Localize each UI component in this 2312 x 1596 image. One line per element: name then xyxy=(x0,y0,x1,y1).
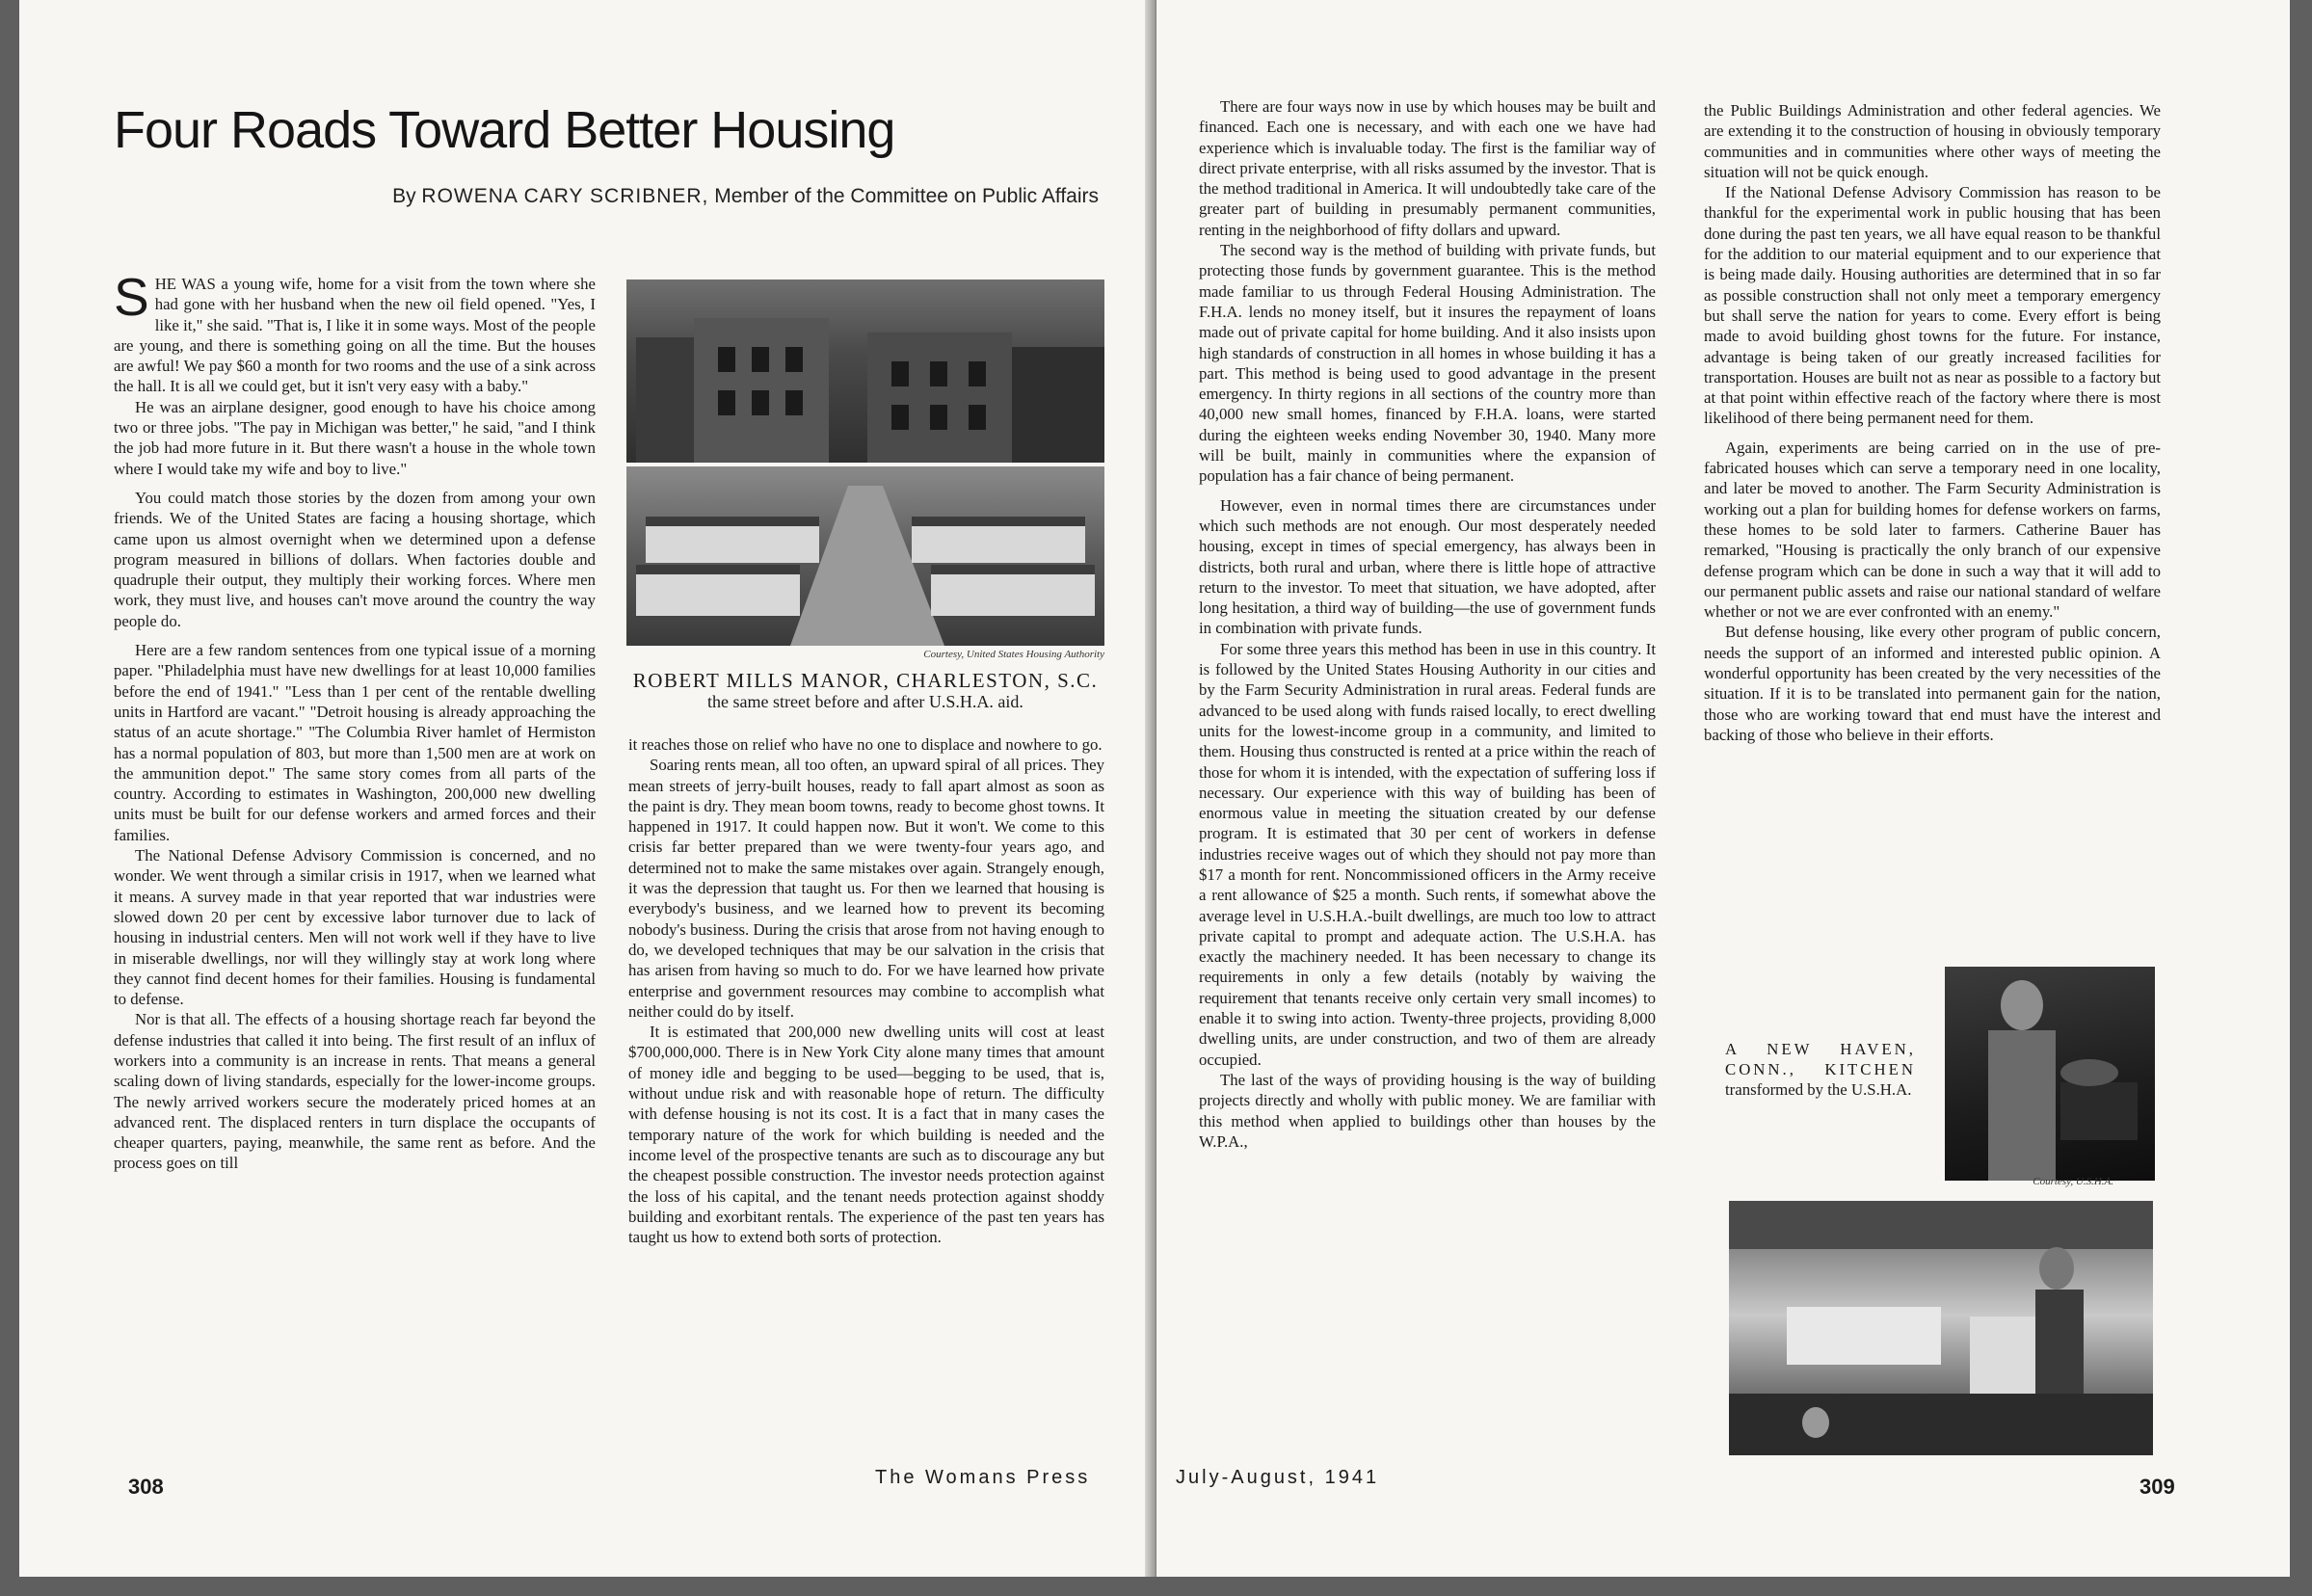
houses-illustration xyxy=(626,279,1104,463)
paragraph: The National Defense Advisory Commission is concerned, and no wonder. We went through a similar crisis in 1917, when we learned what it means. A survey made in that year reported that war industries were slowed down 20 per cent by excessive labor turnover due to lack of housing in industrial centers. Men will not work well if they have to live in miserable dwellings, nor will they willingly stay at work long where they cannot find decent homes for their families. Housing is fundamental to defense. xyxy=(114,846,596,1009)
photo-caption-subtitle: the same street before and after U.S.H.A. aid. xyxy=(707,692,1023,711)
right-column-2 xyxy=(1704,100,2161,745)
paragraph: the Public Buildings Administration and other federal agencies. We are extending it to the construction of housing in obviously temporary communities and in communities where other ways of meeting the situation will not be quick enough. xyxy=(1704,101,2161,181)
paragraph: Again, experiments are being carried on in the use of pre-fabricated houses which can serve a temporary need in one locality, and later be moved to another. The Farm Security Administration is working out a plan for building homes for defense workers on farms, these homes to be sold later to farmers. Catherine Bauer has remarked, "Housing is practically the only branch of our expensive defense program which can be done in such a way that it will add to our permanent public assets and raise our national standard of welfare whether or not we are ever confronted with an enemy." xyxy=(1704,438,2161,622)
right-page xyxy=(1156,0,2290,1577)
byline-prefix: By xyxy=(392,185,422,207)
photo-woman-cooking xyxy=(1945,967,2155,1181)
paragraph: There are four ways now in use by which houses may be built and financed. Each one is necessary, and with each one we have had experience which is invaluable today. The first is the familiar way of direct private enterprise, with all risks assumed by the investor. That is the method traditional in America. It will undoubtedly take care of the greater part of building in presumably permanent communities, renting in the neighborhood of fifty dollars and upward. xyxy=(1199,97,1656,239)
paragraph: It is estimated that 200,000 new dwelling units will cost at least $700,000,000. There is in New York City alone many times that amount of money idle and begging to be used—begging to be used, that is, without undue risk and with reasonable hope of return. The difficulty with defense housing is not its cost. It is a fact that in many cases the temporary nature of the work for which building is needed and the income level of the prospective tenants are such as to discourage any but the cheapest possible construction. The investor needs protection against the loss of his capital, and the tenant needs protection against shoddy building and exorbitant rentals. The experience of the past ten years has taught us how to extend both sorts of protection. xyxy=(628,1023,1104,1247)
kitchen-caption-title: A NEW HAVEN, CONN., KITCHEN xyxy=(1725,1040,1916,1078)
paragraph xyxy=(114,267,596,397)
paragraph: Nor is that all. The effects of a housing shortage reach far beyond the defense industries that called it into being. The first result of an influx of workers into a community is an increase in rents. That means a general scaling down of living standards, especially for the lower-income groups. The newly arrived workers secure the moderately priced homes at an advanced rent. The displaced renters in turn displace the occupants of cheaper quarters, paying, meanwhile, the same rent as before. And the process goes on till xyxy=(114,1010,596,1173)
byline-suffix: Member of the Committee on Public Affairs xyxy=(708,185,1099,207)
byline-author: ROWENA CARY SCRIBNER, xyxy=(421,185,709,207)
kitchen-illustration xyxy=(1729,1201,2153,1455)
paragraph: He was an airplane designer, good enough to have his choice among two or three jobs. "The pay in Michigan was better," he said, "and I think the job had more future in it. But there wasn't a house in the whole town where I would take my wife and boy to live." xyxy=(114,397,596,478)
page-number: 309 xyxy=(2139,1475,2175,1499)
article-title: Four Roads Toward Better Housing xyxy=(114,101,895,159)
paragraph: The last of the ways of providing housing is the way of building projects directly and wholly with public money. We are familiar with this method when applied to buildings other than houses by the W.P.A., xyxy=(1199,1070,1656,1151)
paragraph: Soaring rents mean, all too often, an upward spiral of all prices. They mean streets of jerry-built houses, ready to fall apart almost as soon as the paint is dry. They mean boom towns, ready to become ghost towns. It happened in 1917. It could happen now. But it won't. We come to this crisis far better prepared than we were twenty-four years ago, and determined not to make the same mistakes over again. Strangely enough, it was the depression that taught us. For then we learned that housing is everybody's business, and we learned how to prevent its becoming nobody's business. During the crisis that arose from not having enough to do, we developed techniques that may be our salvation in the crisis that has arisen from having so much to do. For we have learned how private enterprise and government resources may combine to accomplish what neither could do by itself. xyxy=(628,756,1104,1021)
paragraph: You could match those stories by the dozen from among your own friends. We of the United States are facing a housing shortage, which came upon us almost overnight when we determined upon a defense program measured in billions of dollars. When factories double and quadruple their output, they multiply their working forces. Where men work, they must live, and houses can't move around the country the way people do. xyxy=(114,488,596,630)
photo-kitchen xyxy=(1729,1201,2153,1455)
running-footer: July-August, 1941 xyxy=(1176,1467,1380,1488)
paragraph: However, even in normal times there are circumstances under which such methods are not enough. Our most desperately needed housing, except in times of special emergency, has always been in districts, both rural and urban, where there is little hope of attractive return to the investor. To meet that situation, we have adopted, after long hesitation, a third way of building—the use of government funds in combination with private funds. xyxy=(1199,495,1656,638)
left-column-2 xyxy=(628,734,1104,1247)
paragraph: For some three years this method has been in use in this country. It is followed by the United States Housing Authority in our cities and by the Farm Security Administration in rural areas. Federal funds are advanced to be used along with funds raised locally, to erect dwelling units for the lowest-income group in a community, and limited to them. Housing thus constructed is rented at a price within the reach of those for whom it is intended, with the expectation of suffering loss if necessary. Our experience with this way of building has been of enormous value in meeting the situation created by our defense program. It is estimated that 30 per cent of workers in defense industries receive wages out of which they should not pay more than $17 a month for rent. Noncommissioned officers in the Army receive a rent allowance of $25 a month. Such rents, if somewhat above the average level in U.S.H.A.-built dwellings, are much too low to attract private capital to prompt and adequate action. The U.S.H.A. has exactly the machinery needed. It has been necessary to change its requirements in only a few details (notably by waiving the requirement that tenants receive only certain very small incomes) to enable it to swing into action. Twenty-three projects, providing 8,000 dwelling units, are under construction, and two of them are already occupied. xyxy=(1199,639,1656,1069)
drop-cap: S xyxy=(114,267,149,327)
paragraph: The second way is the method of building with private funds, but protecting those funds by government guarantee. This is the method made familiar to us through Federal Housing Administration. The F.H.A. lends no money itself, but it insures the repayment of loans made out of private capital for home building. And it also insists upon high standards of construction in all homes in whose building it has a part. This method is being used to good advantage in the present emergency. In thirty regions in all sections of the country more than 40,000 new small homes, financed by F.H.A. loans, were started during the eighteen weeks ending November 30, 1940. Many more will be built, mainly in communities where the expansion of population has a fair chance of being permanent. xyxy=(1199,241,1656,486)
right-column-1 xyxy=(1199,96,1656,1152)
running-footer: The Womans Press xyxy=(875,1467,1091,1488)
woman-illustration xyxy=(1945,967,2155,1181)
photo-credit: Courtesy, United States Housing Authority xyxy=(923,649,1104,660)
paragraph: If the National Defense Advisory Commission has reason to be thankful for the experimental work in public housing that has been done during the past ten years, we all have equal reason to be thankful for the addition to our material equipment and to our experience that is being made daily. Housing authorities are determined that in so far as possible construction shall not only meet a temporary emergency but shall serve the nation for years to come. Every effort is being made to avoid building ghost towns for the future. For instance, advantage is being taken of our greatly increased facilities for transportation. Houses are built not as near as possible to a factory but at that point within effective reach of the factory where there is most likelihood of there being permanent need for them. xyxy=(1704,183,2161,428)
paragraph: Here are a few random sentences from one typical issue of a morning paper. "Philadelphia must have new dwellings for at least 10,000 families before the end of 1941." "Less than 1 per cent of the rentable dwelling units in Hartford are vacant." "Detroit housing is already approaching the status of an acute shortage." "The Columbia River hamlet of Hermiston has a normal population of 803, but more than 1,500 men are at work on the ammunition depot." The same story comes from all parts of the country. According to estimates in Washington, 200,000 new dwelling units must be built for our defense workers and armed forces and their families. xyxy=(114,641,596,844)
street-illustration xyxy=(626,466,1104,646)
page-number: 308 xyxy=(128,1475,164,1499)
byline xyxy=(318,185,1099,208)
kitchen-caption-text: transformed by the U.S.H.A. xyxy=(1725,1080,1912,1099)
kitchen-photo-caption xyxy=(1725,1039,1916,1100)
paragraph: But defense housing, like every other program of public concern, needs the support of an informed and interested public opinion. A wonderful opportunity has been created by the very necessities of the situation. If it is to be translated into permanent gain for the nation, those who are working toward that end must have the interest and backing of those who believe in their efforts. xyxy=(1704,623,2161,744)
paragraph: it reaches those on relief who have no one to displace and nowhere to go. xyxy=(628,735,1103,754)
photo-street-after xyxy=(626,466,1104,646)
left-page xyxy=(19,0,1152,1577)
photo-street-before xyxy=(626,279,1104,463)
paragraph-text: HE WAS a young wife, home for a visit from the town where she had gone with her husband when the new oil field opened. "Yes, I like it," she said. "That is, I like it in some ways. Most of the people are young, and there is something going on all the time. But the houses are awful! We pay $60 a month for two rooms and the use of a sink across the hall. It is all we could get, but it isn't very easy with a baby." xyxy=(114,275,596,396)
left-column-1 xyxy=(114,267,596,1174)
photo-caption-title: ROBERT MILLS MANOR, CHARLESTON, S.C. xyxy=(632,669,1099,692)
photo-credit: Courtesy, U.S.H.A. xyxy=(2033,1176,2113,1187)
